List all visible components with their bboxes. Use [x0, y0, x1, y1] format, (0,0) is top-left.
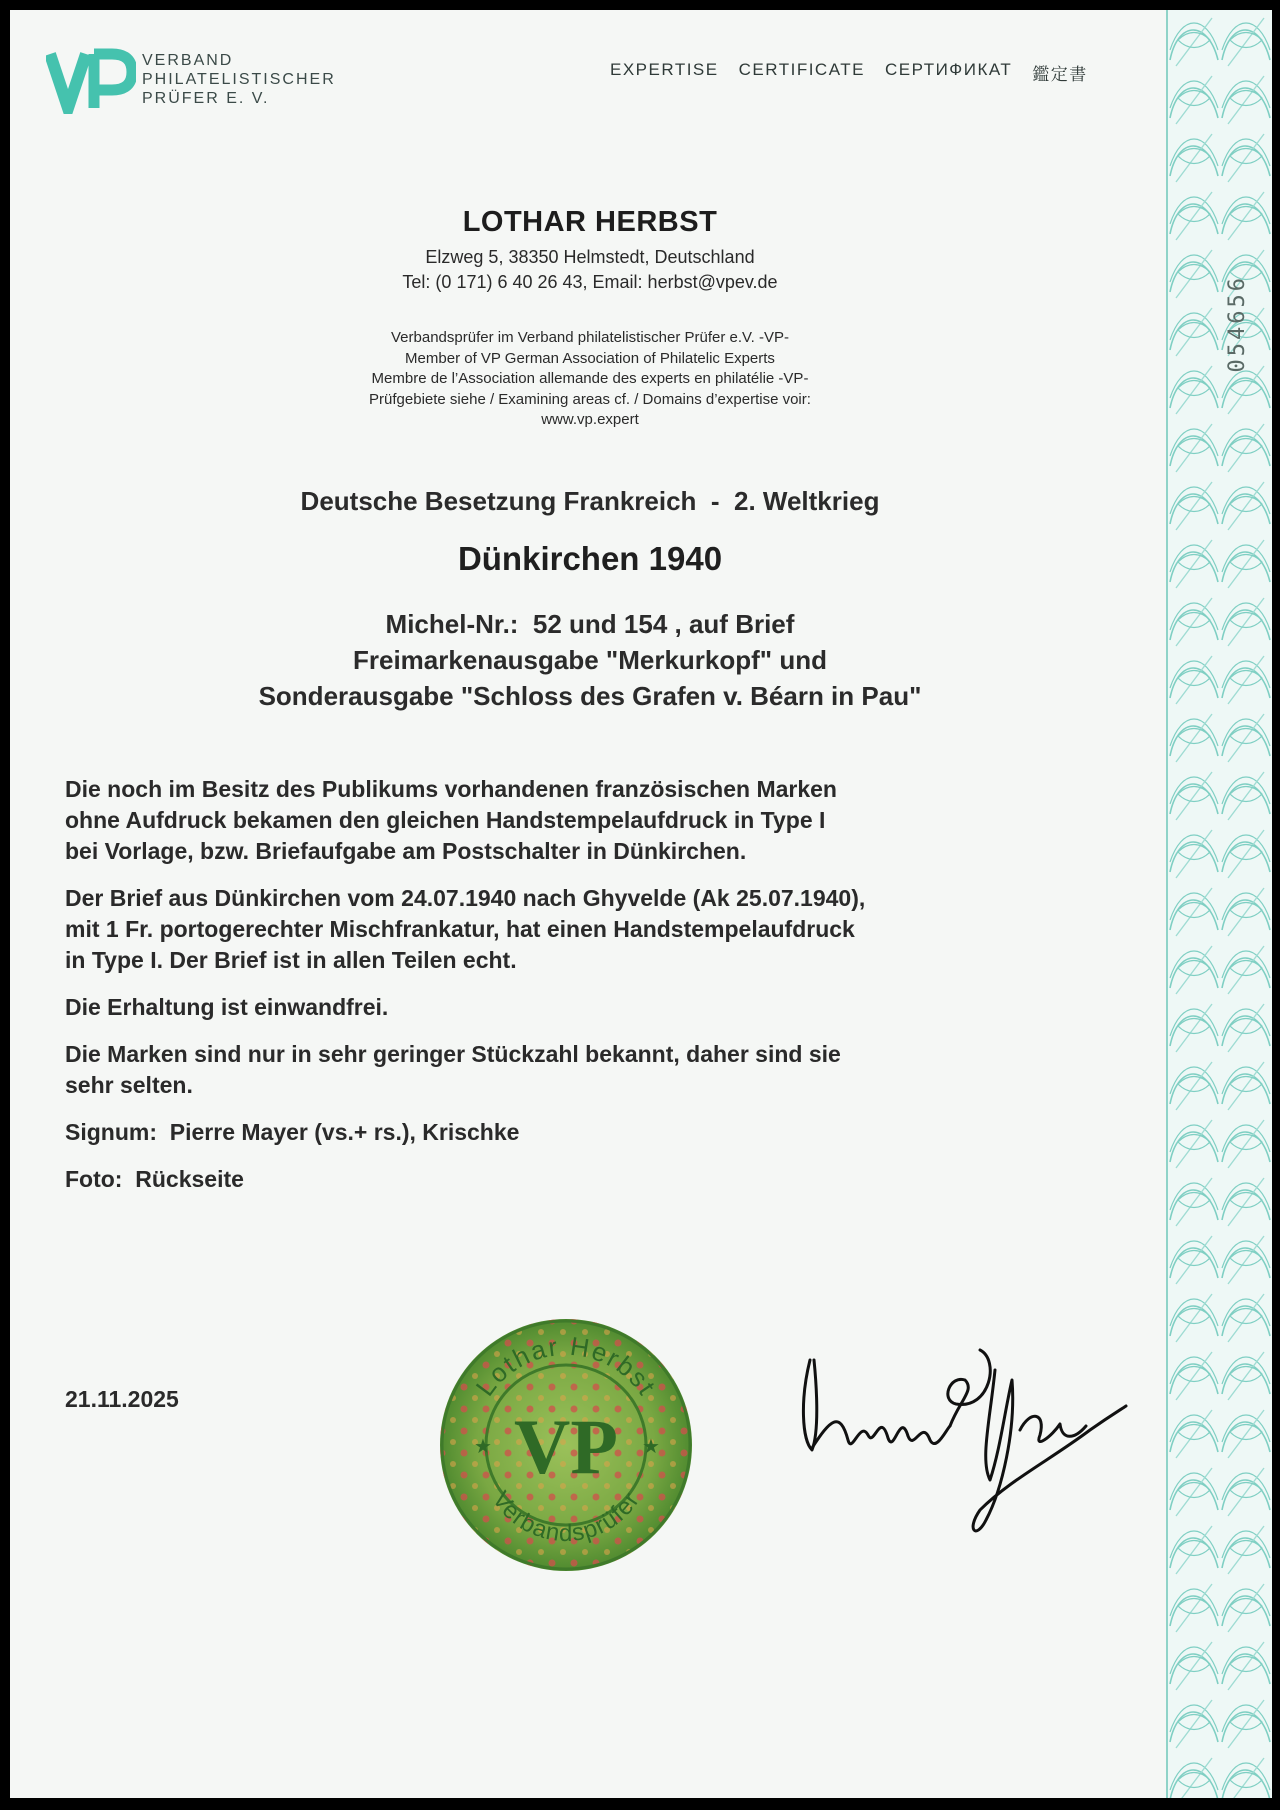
membership-line: Membre de l’Association allemande des experts en philatélie -VP- — [371, 370, 809, 387]
logo-line: PRÜFER E. V. — [142, 90, 270, 107]
text-line: bei Vorlage, bzw. Briefaufgabe am Postschalter in Dünkirchen. — [65, 838, 747, 864]
association-name — [142, 51, 336, 108]
certificate-labels — [610, 60, 1088, 85]
certificate-sheet — [10, 10, 1272, 1798]
label-certificate: CERTIFICATE — [738, 60, 866, 79]
label-expertise: EXPERTISE — [610, 60, 719, 79]
svg-text:★: ★ — [642, 1434, 660, 1458]
label-sertifikat: СЕРТИФИКАТ — [885, 60, 1013, 79]
text-line: Signum: Pierre Mayer (vs.+ rs.), Krischke — [65, 1119, 520, 1145]
label-kanteisho: 鑑定書 — [1032, 65, 1088, 84]
text-line: Die noch im Besitz des Publikums vorhandenen französischen Marken — [65, 776, 837, 802]
seal-bottom-text: Verbandsprüfer — [486, 1486, 646, 1548]
certificate-body — [65, 758, 1125, 1211]
serial-number: 054656 — [1225, 275, 1250, 373]
membership-line: Verbandsprüfer im Verband philatelistischer Prüfer e.V. -VP- — [391, 329, 789, 346]
membership-block — [10, 328, 1170, 431]
item-description — [10, 606, 1170, 714]
text-line: ohne Aufdruck bekamen den gleichen Handstempelaufdruck in Type I — [65, 807, 826, 833]
text-line: Die Erhaltung ist einwandfrei. — [65, 994, 389, 1020]
hologram-seal — [436, 1315, 696, 1575]
text-line: mit 1 Fr. portogerechter Mischfrankatur, hat einen Handstempelaufdruck — [65, 916, 855, 942]
security-strip — [1166, 10, 1272, 1798]
text-line: Die Marken sind nur in sehr geringer Stückzahl bekannt, daher sind sie — [65, 1041, 841, 1067]
issue-line: Sonderausgabe "Schloss des Grafen v. Béarn in Pau" — [258, 681, 922, 711]
guilloche-pattern — [1168, 10, 1272, 1798]
expert-signature — [790, 1340, 1130, 1540]
membership-line: Prüfgebiete siehe / Examining areas cf. / Domains d’expertise voir: — [369, 390, 811, 408]
logo-line: VERBAND — [142, 52, 234, 69]
website-link: www.vp.expert — [541, 411, 639, 428]
text-line: Foto: Rückseite — [65, 1166, 244, 1192]
svg-text:★: ★ — [474, 1434, 492, 1458]
subject-title: Dünkirchen 1940 — [457, 540, 723, 577]
subject-area: Deutsche Besetzung Frankreich - 2. Weltkrieg — [300, 486, 880, 516]
expert-contact: Tel: (0 171) 6 40 26 43, Email: herbst@vpev.de — [402, 272, 778, 292]
certificate-date: 21.11.2025 — [65, 1386, 179, 1412]
expert-name: LOTHAR HERBST — [462, 206, 718, 238]
michel-numbers: Michel-Nr.: 52 und 154 , auf Brief — [385, 609, 795, 639]
text-line: sehr selten. — [65, 1072, 193, 1098]
text-line: Der Brief aus Dünkirchen vom 24.07.1940 nach Ghyvelde (Ak 25.07.1940), — [65, 885, 866, 911]
expert-address: Elzweg 5, 38350 Helmstedt, Deutschland — [425, 247, 755, 267]
text-line: in Type I. Der Brief ist in allen Teilen echt. — [65, 947, 517, 973]
issue-line: Freimarkenausgabe "Merkurkopf" und — [353, 645, 827, 675]
vp-logo — [46, 48, 136, 114]
membership-line: Member of VP German Association of Philatelic Experts — [405, 349, 775, 367]
seal-top-text: Lothar Herbst — [469, 1330, 663, 1402]
seal-mark: VP — [514, 1403, 618, 1490]
logo-line: PHILATELISTISCHER — [142, 71, 336, 88]
